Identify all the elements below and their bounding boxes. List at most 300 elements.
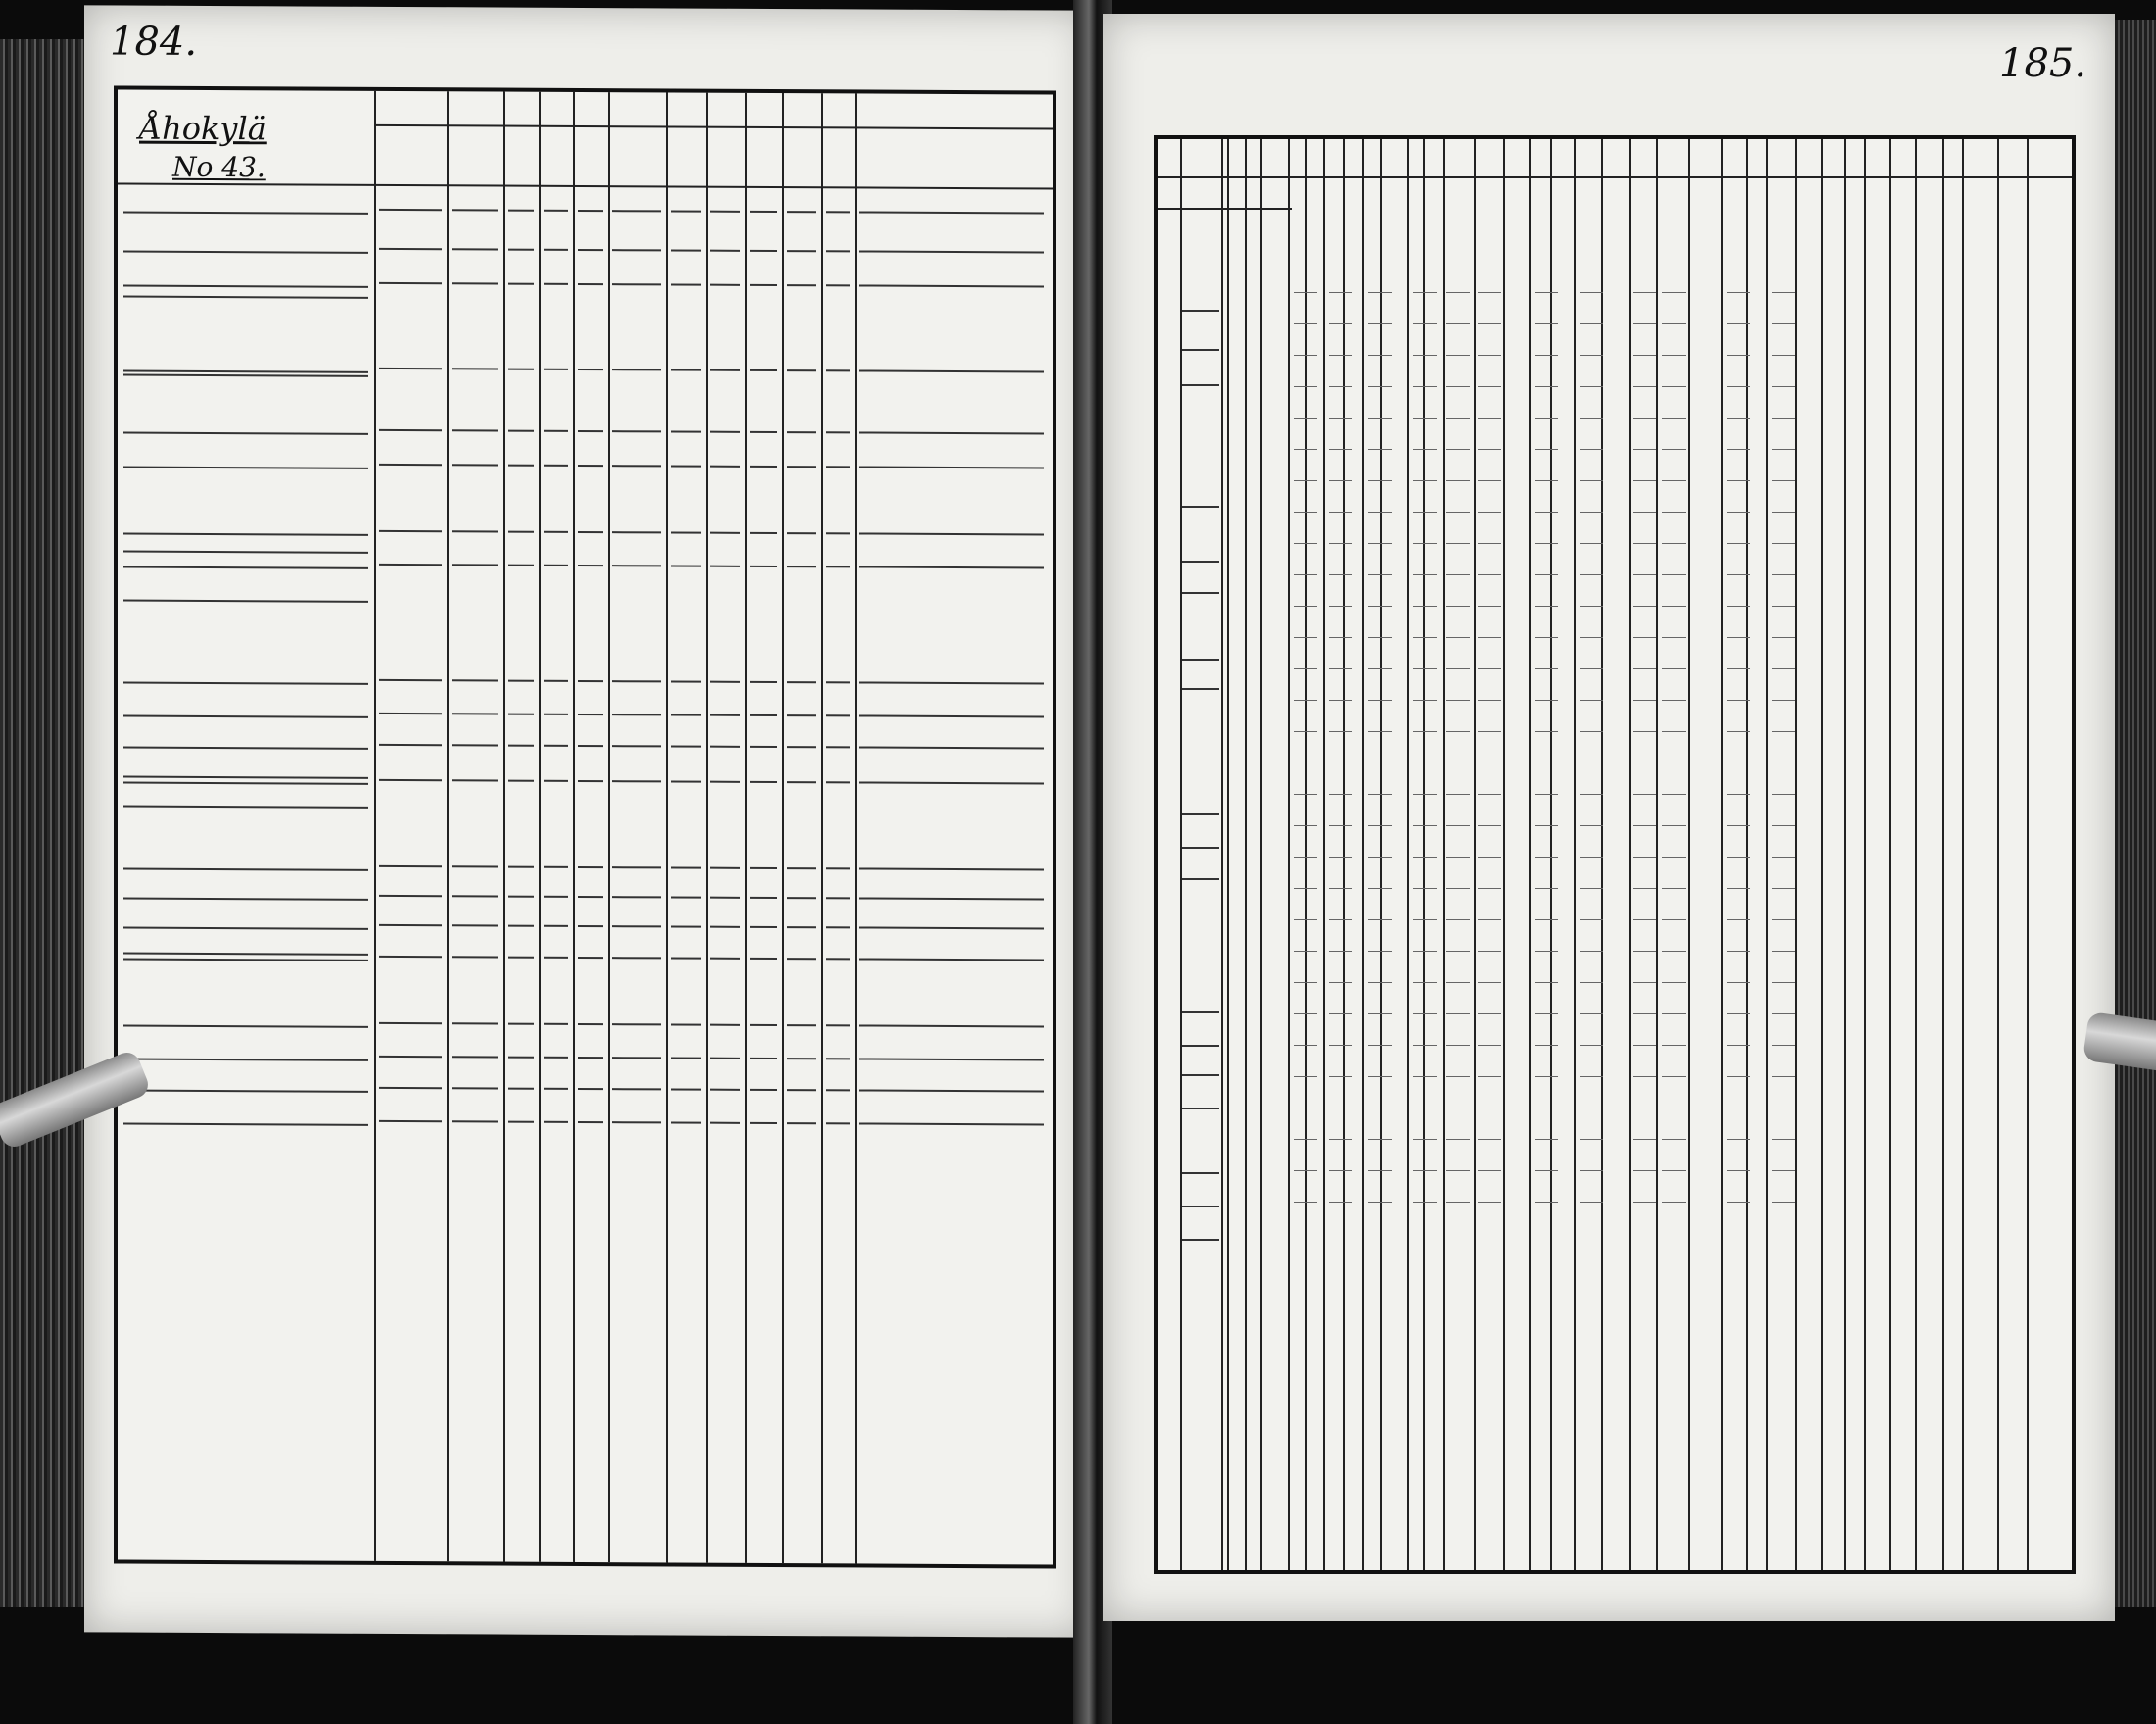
entry-line bbox=[1294, 825, 1317, 826]
entry-line bbox=[1368, 951, 1392, 952]
entry-line bbox=[1727, 982, 1750, 983]
entry-line bbox=[1727, 574, 1750, 575]
cell-dash bbox=[612, 565, 662, 566]
cell-dash bbox=[544, 866, 568, 868]
entry-line bbox=[1294, 512, 1317, 513]
column-divider bbox=[1305, 139, 1307, 1570]
natus-underline bbox=[1182, 659, 1219, 661]
entry-line bbox=[1294, 1139, 1317, 1140]
entry-line bbox=[1727, 700, 1750, 701]
cell-dash bbox=[508, 1023, 534, 1025]
entry-line bbox=[1662, 386, 1686, 387]
entry-line bbox=[1368, 1170, 1392, 1171]
entry-line bbox=[1772, 857, 1795, 858]
cell-dash bbox=[544, 896, 568, 898]
entry-line bbox=[1662, 1202, 1686, 1203]
cell-dash bbox=[578, 866, 603, 868]
entry-line bbox=[1294, 1076, 1317, 1077]
entry-line bbox=[1413, 386, 1437, 387]
cell-dash bbox=[750, 926, 777, 928]
cell-dash bbox=[544, 925, 568, 927]
entry-line bbox=[1478, 825, 1501, 826]
column-divider bbox=[447, 91, 449, 1561]
entry-line bbox=[1329, 794, 1352, 795]
column-divider bbox=[1766, 139, 1768, 1570]
column-divider bbox=[1629, 139, 1631, 1570]
cell-dash bbox=[710, 250, 740, 252]
entry-line bbox=[1446, 574, 1470, 575]
entry-line bbox=[1580, 982, 1603, 983]
entry-line bbox=[1329, 606, 1352, 607]
cell-dash bbox=[452, 956, 498, 958]
cell-dash bbox=[710, 897, 740, 899]
entry-line bbox=[1535, 857, 1558, 858]
entry-line bbox=[1413, 323, 1437, 324]
entry-line bbox=[1478, 1013, 1501, 1014]
entry-line bbox=[1727, 355, 1750, 356]
entry-line bbox=[1580, 1139, 1603, 1140]
entry-line bbox=[1294, 480, 1317, 481]
header-divider bbox=[1158, 176, 2072, 178]
cell-dash bbox=[379, 248, 442, 250]
entry-line bbox=[1727, 1076, 1750, 1077]
entry-line bbox=[1662, 700, 1686, 701]
cell-dash bbox=[671, 957, 701, 959]
cell-dash bbox=[859, 431, 1044, 434]
column-divider bbox=[706, 93, 708, 1563]
cell-dash bbox=[671, 925, 701, 927]
entry-line bbox=[1368, 668, 1392, 669]
entry-line bbox=[1580, 700, 1603, 701]
entry-line bbox=[1446, 919, 1470, 920]
cell-dash bbox=[859, 926, 1044, 929]
entry-line bbox=[1368, 449, 1392, 450]
entry-line bbox=[1446, 982, 1470, 983]
entry-line bbox=[1535, 919, 1558, 920]
cell-dash bbox=[612, 1088, 662, 1090]
cell-dash bbox=[452, 1022, 498, 1024]
cell-dash bbox=[452, 209, 498, 211]
cell-dash bbox=[452, 779, 498, 781]
cell-dash bbox=[544, 780, 568, 782]
entry-line bbox=[1535, 1076, 1558, 1077]
name-underline bbox=[123, 715, 368, 718]
cell-dash bbox=[787, 781, 816, 783]
entry-line bbox=[1478, 888, 1501, 889]
entry-line bbox=[1446, 951, 1470, 952]
cell-dash bbox=[612, 465, 662, 467]
name-underline bbox=[123, 682, 368, 685]
entry-line bbox=[1446, 606, 1470, 607]
entry-line bbox=[1413, 449, 1437, 450]
name-underline bbox=[123, 251, 368, 254]
entry-line bbox=[1633, 794, 1656, 795]
cell-dash bbox=[671, 745, 701, 747]
name-underline bbox=[123, 1059, 368, 1061]
entry-line bbox=[1413, 1076, 1437, 1077]
entry-line bbox=[1633, 1139, 1656, 1140]
entry-line bbox=[1329, 1170, 1352, 1171]
entry-line bbox=[1662, 668, 1686, 669]
entry-line bbox=[1580, 888, 1603, 889]
blank-line bbox=[123, 296, 368, 299]
entry-line bbox=[1368, 418, 1392, 419]
column-divider bbox=[1795, 139, 1797, 1570]
entry-line bbox=[1662, 449, 1686, 450]
cell-dash bbox=[612, 866, 662, 868]
cell-dash bbox=[379, 209, 442, 211]
entry-line bbox=[1329, 731, 1352, 732]
entry-line bbox=[1329, 323, 1352, 324]
entry-line bbox=[1633, 1013, 1656, 1014]
entry-line bbox=[1368, 637, 1392, 638]
entry-line bbox=[1535, 606, 1558, 607]
entry-line bbox=[1662, 1076, 1686, 1077]
cell-dash bbox=[578, 745, 603, 747]
birth-death-table bbox=[1154, 135, 2076, 1574]
entry-line bbox=[1294, 323, 1317, 324]
entry-line bbox=[1580, 355, 1603, 356]
natus-underline bbox=[1182, 310, 1219, 312]
entry-line bbox=[1727, 919, 1750, 920]
cell-dash bbox=[452, 895, 498, 897]
cell-dash bbox=[379, 429, 442, 431]
header-divider bbox=[118, 182, 1053, 189]
entry-line bbox=[1772, 982, 1795, 983]
entry-line bbox=[1727, 794, 1750, 795]
cell-dash bbox=[508, 1057, 534, 1059]
column-divider bbox=[1245, 139, 1247, 1570]
entry-line bbox=[1478, 1202, 1501, 1203]
natus-underline bbox=[1182, 813, 1219, 815]
cell-dash bbox=[578, 780, 603, 782]
column-divider bbox=[1550, 139, 1552, 1570]
column-divider bbox=[1746, 139, 1748, 1570]
cell-dash bbox=[612, 780, 662, 782]
cell-dash bbox=[544, 531, 568, 533]
entry-line bbox=[1662, 637, 1686, 638]
cell-dash bbox=[379, 679, 442, 681]
entry-line bbox=[1662, 825, 1686, 826]
entry-line bbox=[1772, 449, 1795, 450]
entry-line bbox=[1772, 543, 1795, 544]
page-number-left: 184. bbox=[110, 19, 198, 65]
entry-line bbox=[1580, 857, 1603, 858]
name-underline bbox=[123, 782, 368, 785]
cell-dash bbox=[544, 369, 568, 370]
column-divider bbox=[1227, 139, 1229, 1570]
entry-line bbox=[1329, 418, 1352, 419]
cell-dash bbox=[750, 1089, 777, 1091]
entry-line bbox=[1633, 1202, 1656, 1203]
entry-line bbox=[1727, 512, 1750, 513]
column-divider bbox=[1380, 139, 1382, 1570]
entry-line bbox=[1535, 386, 1558, 387]
cell-dash bbox=[787, 466, 816, 468]
cell-dash bbox=[612, 1121, 662, 1123]
column-divider bbox=[1574, 139, 1576, 1570]
cell-dash bbox=[859, 1122, 1044, 1125]
column-header bbox=[855, 97, 1049, 98]
entry-line bbox=[1478, 919, 1501, 920]
entry-line bbox=[1329, 857, 1352, 858]
entry-line bbox=[1662, 323, 1686, 324]
entry-line bbox=[1633, 857, 1656, 858]
entry-line bbox=[1478, 1045, 1501, 1046]
cell-dash bbox=[826, 566, 850, 567]
entry-line bbox=[1633, 825, 1656, 826]
entry-line bbox=[1535, 1170, 1558, 1171]
natus-underline bbox=[1182, 1074, 1219, 1076]
cell-dash bbox=[787, 1122, 816, 1124]
cell-dash bbox=[379, 895, 442, 897]
name-underline bbox=[123, 927, 368, 930]
entry-line bbox=[1413, 731, 1437, 732]
cell-dash bbox=[508, 680, 534, 682]
name-underline bbox=[123, 868, 368, 871]
cell-dash bbox=[612, 745, 662, 747]
entry-line bbox=[1294, 1045, 1317, 1046]
entry-line bbox=[1329, 512, 1352, 513]
cell-dash bbox=[787, 532, 816, 534]
entry-line bbox=[1662, 731, 1686, 732]
cell-dash bbox=[826, 211, 850, 213]
entry-line bbox=[1294, 574, 1317, 575]
entry-line bbox=[1446, 857, 1470, 858]
entry-line bbox=[1535, 637, 1558, 638]
entry-line bbox=[1772, 1076, 1795, 1077]
entry-line bbox=[1294, 449, 1317, 450]
cell-dash bbox=[508, 925, 534, 927]
entry-line bbox=[1633, 606, 1656, 607]
cell-dash bbox=[671, 780, 701, 782]
cell-dash bbox=[750, 1122, 777, 1124]
subheader-divider bbox=[1158, 208, 1292, 210]
cell-dash bbox=[508, 565, 534, 566]
cell-dash bbox=[671, 210, 701, 212]
entry-line bbox=[1727, 888, 1750, 889]
entry-line bbox=[1329, 888, 1352, 889]
entry-line bbox=[1368, 323, 1392, 324]
name-underline bbox=[123, 1123, 368, 1126]
cell-dash bbox=[544, 1088, 568, 1090]
cell-dash bbox=[826, 1058, 850, 1059]
cell-dash bbox=[750, 466, 777, 468]
cell-dash bbox=[787, 1024, 816, 1026]
entry-line bbox=[1772, 1139, 1795, 1140]
cell-dash bbox=[452, 744, 498, 746]
cell-dash bbox=[859, 958, 1044, 961]
entry-line bbox=[1772, 731, 1795, 732]
entry-line bbox=[1294, 1013, 1317, 1014]
entry-line bbox=[1662, 1170, 1686, 1171]
column-divider bbox=[1260, 139, 1262, 1570]
entry-line bbox=[1535, 355, 1558, 356]
column-divider bbox=[1844, 139, 1846, 1570]
entry-line bbox=[1413, 982, 1437, 983]
cell-dash bbox=[578, 249, 603, 251]
entry-line bbox=[1535, 982, 1558, 983]
cell-dash bbox=[710, 958, 740, 960]
natus-underline bbox=[1182, 1108, 1219, 1109]
entry-line bbox=[1478, 543, 1501, 544]
column-divider bbox=[1721, 139, 1723, 1570]
entry-line bbox=[1633, 1045, 1656, 1046]
entry-line bbox=[1580, 1013, 1603, 1014]
cell-dash bbox=[859, 781, 1044, 784]
entry-line bbox=[1478, 512, 1501, 513]
book-page-edges-right bbox=[2115, 20, 2156, 1607]
column-divider bbox=[1407, 139, 1409, 1570]
cell-dash bbox=[379, 1022, 442, 1024]
cell-dash bbox=[379, 956, 442, 958]
entry-line bbox=[1633, 1170, 1656, 1171]
entry-line bbox=[1535, 1139, 1558, 1140]
cell-dash bbox=[452, 464, 498, 466]
blank-line bbox=[123, 776, 368, 779]
entry-line bbox=[1662, 543, 1686, 544]
entry-line bbox=[1633, 574, 1656, 575]
cell-dash bbox=[859, 867, 1044, 870]
entry-line bbox=[1580, 512, 1603, 513]
cell-dash bbox=[750, 958, 777, 960]
cell-dash bbox=[508, 210, 534, 212]
cell-dash bbox=[859, 1089, 1044, 1092]
entry-line bbox=[1580, 637, 1603, 638]
entry-line bbox=[1446, 794, 1470, 795]
cell-dash bbox=[578, 531, 603, 533]
entry-line bbox=[1329, 574, 1352, 575]
natus-underline bbox=[1182, 561, 1219, 563]
entry-line bbox=[1633, 668, 1656, 669]
page-number-right: 185. bbox=[1999, 41, 2087, 86]
entry-line bbox=[1633, 888, 1656, 889]
entry-line bbox=[1633, 700, 1656, 701]
entry-line bbox=[1368, 919, 1392, 920]
cell-dash bbox=[710, 867, 740, 869]
entry-line bbox=[1535, 449, 1558, 450]
cell-dash bbox=[578, 369, 603, 370]
cell-dash bbox=[612, 896, 662, 898]
entry-line bbox=[1580, 449, 1603, 450]
entry-line bbox=[1580, 323, 1603, 324]
entry-line bbox=[1368, 292, 1392, 293]
cell-dash bbox=[787, 566, 816, 567]
cell-dash bbox=[578, 957, 603, 959]
column-divider bbox=[1915, 139, 1917, 1570]
cell-dash bbox=[787, 867, 816, 869]
cell-dash bbox=[671, 896, 701, 898]
entry-line bbox=[1662, 1139, 1686, 1140]
entry-line bbox=[1446, 731, 1470, 732]
column-divider bbox=[1889, 139, 1891, 1570]
cell-dash bbox=[710, 1089, 740, 1091]
cell-dash bbox=[826, 781, 850, 783]
cell-dash bbox=[710, 746, 740, 748]
name-underline bbox=[123, 1025, 368, 1028]
entry-line bbox=[1535, 292, 1558, 293]
entry-line bbox=[1772, 888, 1795, 889]
column-divider bbox=[1821, 139, 1823, 1570]
column-divider bbox=[374, 91, 376, 1561]
cell-dash bbox=[544, 745, 568, 747]
entry-line bbox=[1633, 386, 1656, 387]
entry-line bbox=[1478, 1170, 1501, 1171]
entry-line bbox=[1368, 857, 1392, 858]
entry-line bbox=[1633, 418, 1656, 419]
cell-dash bbox=[508, 866, 534, 868]
cell-dash bbox=[578, 210, 603, 212]
entry-line bbox=[1294, 543, 1317, 544]
cell-dash bbox=[612, 531, 662, 533]
cell-dash bbox=[750, 714, 777, 716]
cell-dash bbox=[544, 465, 568, 467]
cell-dash bbox=[671, 369, 701, 370]
entry-line bbox=[1478, 857, 1501, 858]
entry-line bbox=[1772, 700, 1795, 701]
entry-line bbox=[1368, 731, 1392, 732]
entry-line bbox=[1478, 982, 1501, 983]
entry-line bbox=[1478, 1076, 1501, 1077]
name-underline bbox=[123, 370, 368, 373]
cell-dash bbox=[379, 530, 442, 532]
entry-line bbox=[1413, 355, 1437, 356]
entry-line bbox=[1535, 323, 1558, 324]
entry-line bbox=[1446, 543, 1470, 544]
entry-line bbox=[1368, 355, 1392, 356]
cell-dash bbox=[787, 714, 816, 716]
entry-line bbox=[1535, 1202, 1558, 1203]
entry-line bbox=[1535, 825, 1558, 826]
entry-line bbox=[1413, 292, 1437, 293]
entry-line bbox=[1662, 480, 1686, 481]
column-divider bbox=[1362, 139, 1364, 1570]
natus-underline bbox=[1182, 349, 1219, 351]
entry-line bbox=[1535, 731, 1558, 732]
entry-line bbox=[1727, 418, 1750, 419]
cell-dash bbox=[452, 1087, 498, 1089]
cell-dash bbox=[671, 866, 701, 868]
cell-dash bbox=[578, 283, 603, 285]
entry-line bbox=[1727, 825, 1750, 826]
entry-line bbox=[1413, 480, 1437, 481]
cell-dash bbox=[826, 431, 850, 433]
column-divider bbox=[608, 92, 610, 1562]
cell-dash bbox=[508, 369, 534, 370]
entry-line bbox=[1446, 1013, 1470, 1014]
entry-line bbox=[1662, 512, 1686, 513]
entry-line bbox=[1633, 919, 1656, 920]
cell-dash bbox=[379, 282, 442, 284]
column-divider bbox=[1180, 139, 1182, 1570]
cell-dash bbox=[578, 1088, 603, 1090]
entry-line bbox=[1368, 794, 1392, 795]
cell-dash bbox=[750, 250, 777, 252]
entry-line bbox=[1662, 1045, 1686, 1046]
cell-dash bbox=[826, 250, 850, 252]
entry-line bbox=[1772, 1045, 1795, 1046]
cell-dash bbox=[578, 680, 603, 682]
entry-line bbox=[1772, 1202, 1795, 1203]
cell-dash bbox=[750, 746, 777, 748]
cell-dash bbox=[710, 1122, 740, 1124]
entry-line bbox=[1727, 323, 1750, 324]
entry-line bbox=[1329, 982, 1352, 983]
cell-dash bbox=[710, 211, 740, 213]
entry-line bbox=[1446, 1170, 1470, 1171]
entry-line bbox=[1772, 606, 1795, 607]
entry-line bbox=[1535, 668, 1558, 669]
